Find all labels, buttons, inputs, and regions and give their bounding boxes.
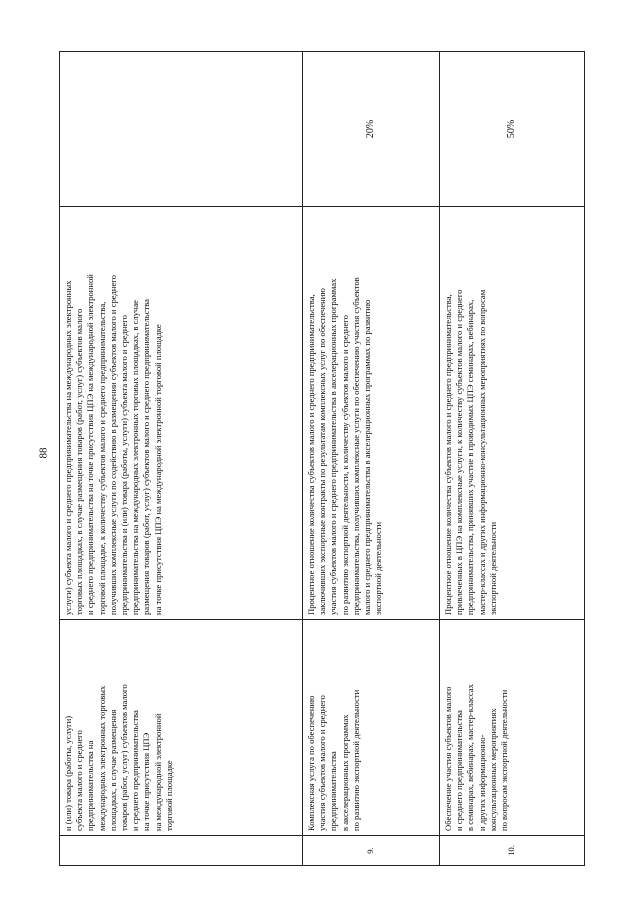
text-line: заключивших экспортные контракты по результатам комплексных услуг по обеспечению — [317, 288, 328, 615]
text-line: получивших комплексные услуги по содействию в размещении субъектов малого и среднего — [107, 275, 118, 615]
method-cell — [303, 207, 440, 620]
text-line: в семинарах, вебинарах, мастер-классах — [465, 684, 476, 831]
text-line: по вопросам экспортной деятельности — [499, 689, 510, 831]
row-number: 10. — [440, 836, 585, 866]
text-line: предпринимательства, принявших участие в проводимых ЦПЭ семинарах, вебинарах, — [465, 299, 476, 615]
text-line: участия субъектов малого и среднего — [317, 695, 328, 831]
method-cell — [440, 207, 585, 620]
text-line: предпринимательства, получивших комплексные услуги по обеспечению участия субъектов — [350, 277, 361, 615]
text-line: мастер-классах и других информационно-консультационных мероприятиях по вопросам — [476, 289, 487, 615]
text-line: Процентное отношение количества субъектов малого и среднего предпринимательства, — [443, 294, 453, 615]
text-line: предпринимательства — [328, 751, 339, 831]
value-cell — [60, 52, 303, 207]
text-line: и среднего предпринимательства — [130, 710, 141, 831]
text-line: экспортной деятельности — [487, 521, 498, 615]
indicators-table — [59, 51, 585, 866]
text-line: размещения товаров (работ, услуг) субъектов малого и среднего предпринимательства — [141, 299, 152, 615]
text-line: услуги) субъекта малого и среднего предпринимательства на международных электронных — [63, 280, 73, 615]
text-line: предпринимательства и (или) товара (работы, услуги) субъекта малого и среднего — [119, 315, 130, 615]
text-line: по развитию экспортной деятельности, к количеству субъектов малого и среднего — [339, 315, 350, 615]
text-line: экспортной деятельности — [373, 521, 384, 615]
text-line: Процентное отношение количества субъектов малого и среднего предпринимательства, — [306, 294, 316, 615]
table-row — [440, 52, 585, 866]
text-line: по развитию экспортной деятельности — [350, 689, 361, 831]
text-line: в акселерационных программах — [339, 714, 350, 831]
text-line: торговой площадке, к количеству субъектов малого и среднего предпринимательства, — [96, 301, 107, 615]
indicator-cell — [60, 620, 303, 836]
table-row — [303, 52, 440, 866]
text-line: Обеспечение участия субъектов малого — [443, 686, 453, 831]
value-cell: 50% — [440, 52, 585, 207]
text-line: на точке присутствия ЦПЭ — [141, 732, 152, 831]
text-line: консультационных мероприятиях — [487, 708, 498, 831]
table-row — [60, 52, 303, 866]
value-cell: 20% — [303, 52, 440, 207]
text-line: Комплексная услуга по обеспечению — [306, 695, 316, 831]
text-line: площадках, в случае размещения — [107, 709, 118, 831]
text-line: на международной электронной — [152, 713, 163, 831]
text-line: и среднего предпринимательства на точке присутствия ЦПЭ на международной электронной — [85, 274, 96, 615]
text-line: привлеченных в ЦПЭ на комплексные услуги, к количеству субъектов малого и среднего — [454, 289, 465, 615]
text-line: субъекта малого и среднего — [74, 730, 85, 831]
text-line: участия субъектов малого и среднего предпринимательства в акселерационных программах — [328, 278, 339, 615]
text-line: международных электронных торговых — [96, 685, 107, 831]
text-line: торговой площадке — [163, 760, 174, 831]
text-line: на точке присутствия ЦПЭ на международной электронной торговой площадке — [152, 324, 163, 615]
text-line: малого и среднего предпринимательства в акселерационных программах по развитию — [362, 299, 373, 615]
indicator-cell — [440, 620, 585, 836]
indicator-cell — [303, 620, 440, 836]
text-line: и (или) товара (работы, услуги) — [63, 715, 73, 831]
text-line: предпринимательства на — [85, 740, 96, 831]
text-line: предпринимательства на международных электронных торговых площадках, в случае — [130, 300, 141, 615]
page-number: 88 — [37, 447, 50, 459]
text-line: товаров (работ, услуг) субъектов малого — [119, 684, 130, 831]
row-number: 9. — [303, 836, 440, 866]
text-line: и среднего предпринимательства — [454, 710, 465, 831]
method-cell — [60, 207, 303, 620]
row-number — [60, 836, 303, 866]
text-line: торговых площадках, в случае размещения товаров (работ, услуг) субъектов малого — [74, 308, 85, 615]
text-line: и других информационно- — [476, 734, 487, 831]
